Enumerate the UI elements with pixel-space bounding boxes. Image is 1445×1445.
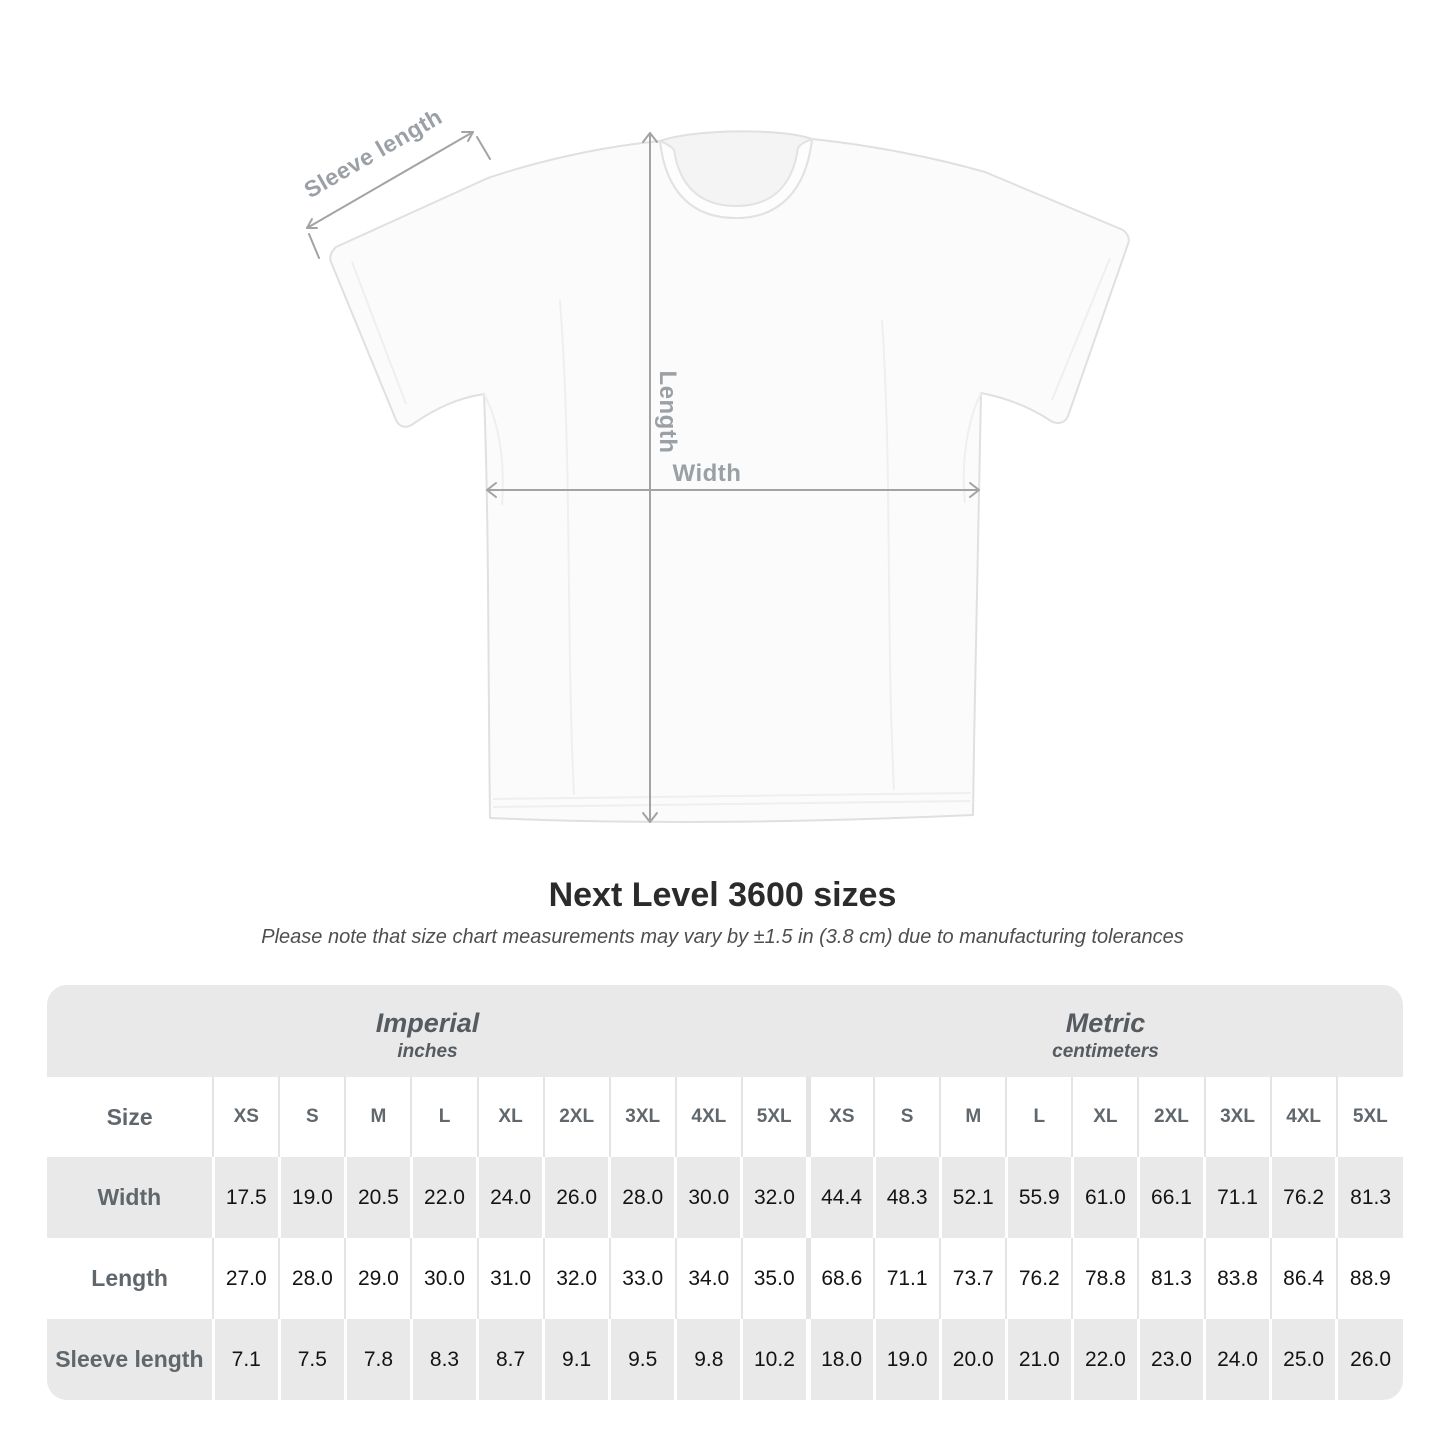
metric-group-header bbox=[808, 985, 1403, 1077]
size-table bbox=[47, 985, 1403, 1400]
measurement-cell: 27.0 bbox=[213, 1238, 279, 1319]
measurement-cell: 86.4 bbox=[1271, 1238, 1337, 1319]
measurement-cell: 21.0 bbox=[1006, 1319, 1072, 1400]
measurement-cell: 17.5 bbox=[213, 1157, 279, 1238]
measurement-cell: 8.3 bbox=[411, 1319, 477, 1400]
measurement-cell: 30.0 bbox=[411, 1238, 477, 1319]
measurement-cell: 31.0 bbox=[478, 1238, 544, 1319]
size-col-header-metric-4xl: 4XL bbox=[1271, 1077, 1337, 1157]
length-label: Length bbox=[654, 370, 681, 454]
size-col-header-imperial-s: S bbox=[279, 1077, 345, 1157]
measurement-cell: 25.0 bbox=[1271, 1319, 1337, 1400]
size-col-header-metric-l: L bbox=[1006, 1077, 1072, 1157]
measurement-cell: 32.0 bbox=[742, 1157, 808, 1238]
measurement-cell: 26.0 bbox=[1337, 1319, 1403, 1400]
size-col-header-imperial-5xl: 5XL bbox=[742, 1077, 808, 1157]
row-label: Length bbox=[47, 1238, 213, 1319]
size-table-container bbox=[47, 985, 1403, 1400]
measurement-cell: 28.0 bbox=[610, 1157, 676, 1238]
measurement-cell: 30.0 bbox=[676, 1157, 742, 1238]
size-col-header-imperial-4xl: 4XL bbox=[676, 1077, 742, 1157]
measurement-cell: 7.5 bbox=[279, 1319, 345, 1400]
measurement-cell: 81.3 bbox=[1337, 1157, 1403, 1238]
measurement-cell: 78.8 bbox=[1072, 1238, 1138, 1319]
measurement-cell: 73.7 bbox=[940, 1238, 1006, 1319]
measurement-cell: 71.1 bbox=[1205, 1157, 1271, 1238]
measurement-cell: 28.0 bbox=[279, 1238, 345, 1319]
measurement-cell: 18.0 bbox=[808, 1319, 874, 1400]
table-row-sleeve-length bbox=[47, 1319, 1403, 1400]
measurement-cell: 26.0 bbox=[544, 1157, 610, 1238]
page-title: Next Level 3600 sizes bbox=[548, 876, 897, 914]
size-header-row bbox=[47, 1077, 1403, 1157]
measurement-cell: 35.0 bbox=[742, 1238, 808, 1319]
measurement-cell: 32.0 bbox=[544, 1238, 610, 1319]
measurement-cell: 10.2 bbox=[742, 1319, 808, 1400]
size-col-header-metric-m: M bbox=[940, 1077, 1006, 1157]
size-col-header-metric-xs: XS bbox=[808, 1077, 874, 1157]
measurement-cell: 68.6 bbox=[808, 1238, 874, 1319]
width-label: Width bbox=[672, 460, 742, 487]
imperial-unit-label: inches bbox=[397, 1041, 458, 1062]
measurement-cell: 34.0 bbox=[676, 1238, 742, 1319]
measurement-cell: 81.3 bbox=[1138, 1238, 1204, 1319]
imperial-label: Imperial bbox=[375, 1008, 480, 1038]
size-col-header-imperial-l: L bbox=[411, 1077, 477, 1157]
metric-label: Metric bbox=[1065, 1008, 1146, 1038]
measurement-cell: 7.8 bbox=[345, 1319, 411, 1400]
table-row-width bbox=[47, 1157, 1403, 1238]
measurement-cell: 44.4 bbox=[808, 1157, 874, 1238]
size-col-header-imperial-m: M bbox=[345, 1077, 411, 1157]
measurement-cell: 22.0 bbox=[411, 1157, 477, 1238]
measurement-cell: 22.0 bbox=[1072, 1319, 1138, 1400]
measurement-cell: 66.1 bbox=[1138, 1157, 1204, 1238]
measurement-cell: 48.3 bbox=[874, 1157, 940, 1238]
measurement-cell: 76.2 bbox=[1271, 1157, 1337, 1238]
measurement-cell: 33.0 bbox=[610, 1238, 676, 1319]
measurement-cell: 20.0 bbox=[940, 1319, 1006, 1400]
measurement-cell: 24.0 bbox=[478, 1157, 544, 1238]
measurement-cell: 83.8 bbox=[1205, 1238, 1271, 1319]
measurement-cell: 9.1 bbox=[544, 1319, 610, 1400]
size-col-header-metric-xl: XL bbox=[1072, 1077, 1138, 1157]
size-corner-label: Size bbox=[47, 1077, 213, 1157]
tolerance-note: Please note that size chart measurements may vary by ±1.5 in (3.8 cm) due to manufacturing tolerances bbox=[261, 926, 1184, 948]
table-row-length bbox=[47, 1238, 1403, 1319]
measurement-cell: 88.9 bbox=[1337, 1238, 1403, 1319]
size-col-header-imperial-3xl: 3XL bbox=[610, 1077, 676, 1157]
sleeve-length-label: Sleeve length bbox=[299, 103, 447, 204]
metric-unit-label: centimeters bbox=[1052, 1041, 1159, 1062]
measurement-cell: 23.0 bbox=[1138, 1319, 1204, 1400]
measurement-cell: 71.1 bbox=[874, 1238, 940, 1319]
size-col-header-metric-2xl: 2XL bbox=[1138, 1077, 1204, 1157]
size-col-header-metric-s: S bbox=[874, 1077, 940, 1157]
size-col-header-metric-5xl: 5XL bbox=[1337, 1077, 1403, 1157]
size-col-header-imperial-xs: XS bbox=[213, 1077, 279, 1157]
measurement-cell: 76.2 bbox=[1006, 1238, 1072, 1319]
measurement-cell: 29.0 bbox=[345, 1238, 411, 1319]
size-col-header-imperial-xl: XL bbox=[478, 1077, 544, 1157]
measurement-cell: 52.1 bbox=[940, 1157, 1006, 1238]
measurement-cell: 9.8 bbox=[676, 1319, 742, 1400]
imperial-group-header bbox=[47, 985, 808, 1077]
unit-group-row bbox=[47, 985, 1403, 1077]
measurement-cell: 61.0 bbox=[1072, 1157, 1138, 1238]
size-col-header-imperial-2xl: 2XL bbox=[544, 1077, 610, 1157]
size-col-header-metric-3xl: 3XL bbox=[1205, 1077, 1271, 1157]
row-label: Width bbox=[47, 1157, 213, 1238]
measurement-cell: 19.0 bbox=[279, 1157, 345, 1238]
measurement-cell: 9.5 bbox=[610, 1319, 676, 1400]
measurement-cell: 20.5 bbox=[345, 1157, 411, 1238]
measurement-cell: 55.9 bbox=[1006, 1157, 1072, 1238]
row-label: Sleeve length bbox=[47, 1319, 213, 1400]
measurement-cell: 19.0 bbox=[874, 1319, 940, 1400]
measurement-cell: 7.1 bbox=[213, 1319, 279, 1400]
measurement-cell: 24.0 bbox=[1205, 1319, 1271, 1400]
measurement-cell: 8.7 bbox=[478, 1319, 544, 1400]
